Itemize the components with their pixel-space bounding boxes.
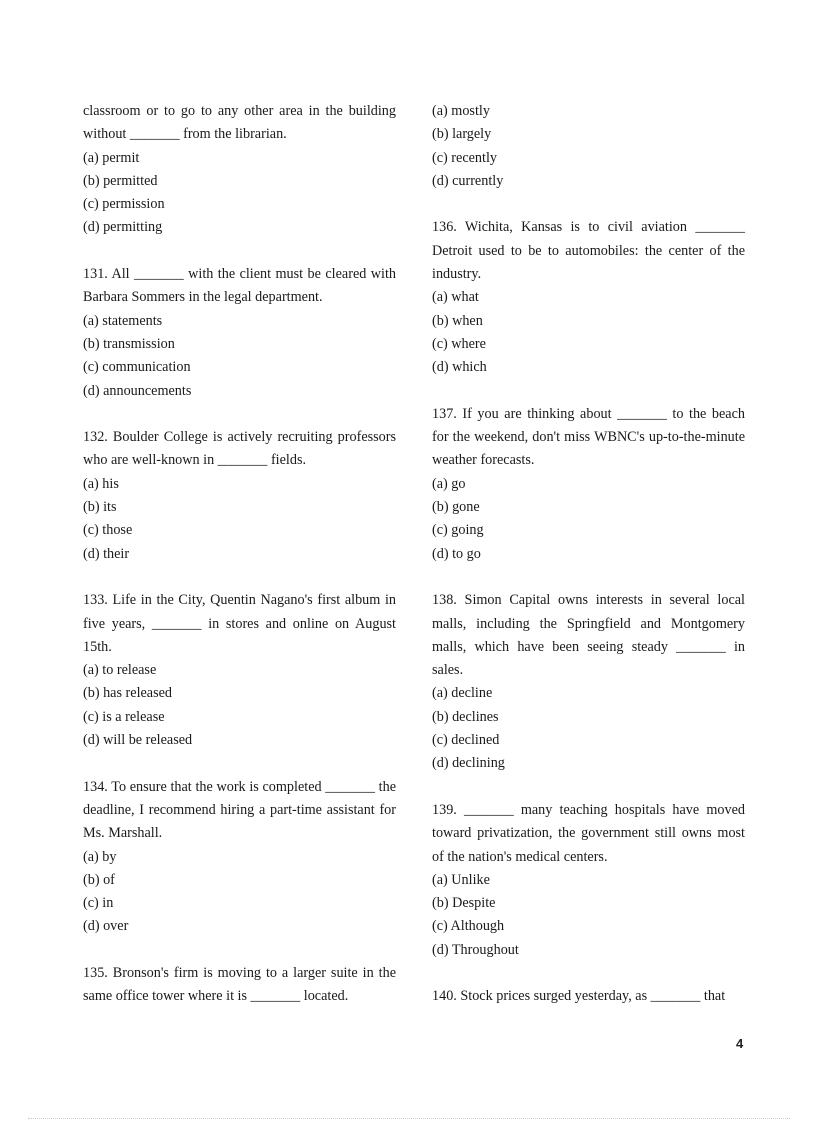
answer-option: (c) communication [83, 359, 191, 376]
question-stem: 136. Wichita, Kansas is to civil aviation _______ Detroit used to be to automobiles: the center of the industry. [432, 219, 745, 283]
question-stem: 134. To ensure that the work is completed _______ the deadline, I recommend hiring a part-time assistant for Ms. Marshall. [83, 778, 396, 842]
question-stem: 138. Simon Capital owns interests in several local malls, including the Springfield and Montgomery malls, which have been seeing steady _______ in sales. [432, 592, 745, 679]
question-spacer [432, 776, 745, 799]
answer-option: (a) mostly [432, 103, 490, 119]
question-spacer [83, 752, 396, 775]
answer-option: (b) has released [83, 685, 173, 702]
answer-option: (b) transmission [83, 335, 175, 352]
answer-option: (d) over [83, 918, 129, 935]
answer-option: (a) what [432, 289, 479, 306]
answer-option: (d) permitting [83, 219, 163, 236]
answer-option: (c) going [432, 522, 484, 539]
question-spacer [83, 403, 396, 426]
answer-option: (a) decline [432, 685, 493, 702]
question-q133 [83, 589, 396, 752]
answer-option: (a) permit [83, 149, 140, 166]
question-spacer [432, 566, 745, 589]
answer-option: (d) Throughout [432, 941, 519, 958]
page-bottom-border [28, 1118, 790, 1119]
answer-option: (a) go [432, 475, 466, 492]
answer-option: (c) recently [432, 149, 497, 166]
question-stem: 139. _______ many teaching hospitals have moved toward privatization, the government still owns most of the nation's medical centers. [432, 801, 745, 865]
question-q139 [432, 799, 745, 962]
answer-option: (b) Despite [432, 895, 496, 912]
answer-option: (c) permission [83, 196, 165, 213]
answer-option: (d) announcements [83, 382, 192, 399]
question-spacer [83, 939, 396, 962]
answer-option: (a) by [83, 848, 117, 865]
page-number: 4 [736, 1036, 744, 1051]
answer-option: (a) to release [83, 662, 157, 679]
answer-option: (c) in [83, 895, 114, 912]
left-column [83, 100, 396, 1009]
question-stem: classroom or to go to any other area in the building without _______ from the librarian. [83, 103, 396, 143]
question-spacer [83, 566, 396, 589]
question-stem: 135. Bronson's firm is moving to a larger suite in the same office tower where it is _______ located. [83, 964, 396, 1005]
question-q131 [83, 263, 396, 403]
answer-option: (d) their [83, 545, 130, 562]
answer-option: (d) which [432, 359, 487, 376]
question-spacer [432, 193, 745, 216]
question-q135-opts [432, 100, 745, 193]
answer-option: (d) to go [432, 545, 481, 562]
question-q136 [432, 216, 745, 379]
question-stem: 132. Boulder College is actively recruiting professors who are well-known in _______ fields. [83, 429, 396, 469]
question-q134 [83, 776, 396, 939]
question-q135 [83, 962, 396, 1009]
answer-option: (b) largely [432, 126, 492, 143]
answer-option: (b) its [83, 499, 117, 516]
question-stem: 133. Life in the City, Quentin Nagano's first album in five years, _______ in stores and online on August 15th. [83, 592, 396, 655]
answer-option: (d) declining [432, 755, 505, 772]
answer-option: (c) declined [432, 732, 500, 749]
answer-option: (c) where [432, 335, 486, 352]
answer-option: (b) when [432, 312, 483, 329]
question-q140 [432, 985, 745, 1008]
answer-option: (c) those [83, 522, 133, 539]
answer-option: (b) declines [432, 708, 499, 725]
answer-option: (b) permitted [83, 172, 158, 189]
answer-option: (a) statements [83, 312, 163, 329]
answer-option: (c) Although [432, 918, 505, 935]
right-column [432, 100, 745, 1009]
question-stem: 140. Stock prices surged yesterday, as _______ that [432, 988, 726, 1005]
question-q137 [432, 403, 745, 566]
answer-option: (b) gone [432, 499, 480, 516]
question-spacer [432, 380, 745, 403]
question-spacer [432, 962, 745, 985]
question-stem: 137. If you are thinking about _______ to the beach for the weekend, don't miss WBNC's up-to-the-minute weather forecasts. [432, 405, 745, 469]
answer-option: (c) is a release [83, 708, 165, 725]
question-spacer [83, 240, 396, 263]
answer-option: (d) currently [432, 172, 504, 189]
answer-option: (b) of [83, 871, 115, 888]
answer-option: (a) his [83, 475, 119, 492]
question-stem: 131. All _______ with the client must be cleared with Barbara Sommers in the legal department. [83, 266, 396, 306]
answer-option: (d) will be released [83, 732, 193, 749]
answer-option: (a) Unlike [432, 871, 490, 888]
question-q130-cont [83, 100, 396, 240]
question-q138 [432, 589, 745, 775]
question-q132 [83, 426, 396, 566]
